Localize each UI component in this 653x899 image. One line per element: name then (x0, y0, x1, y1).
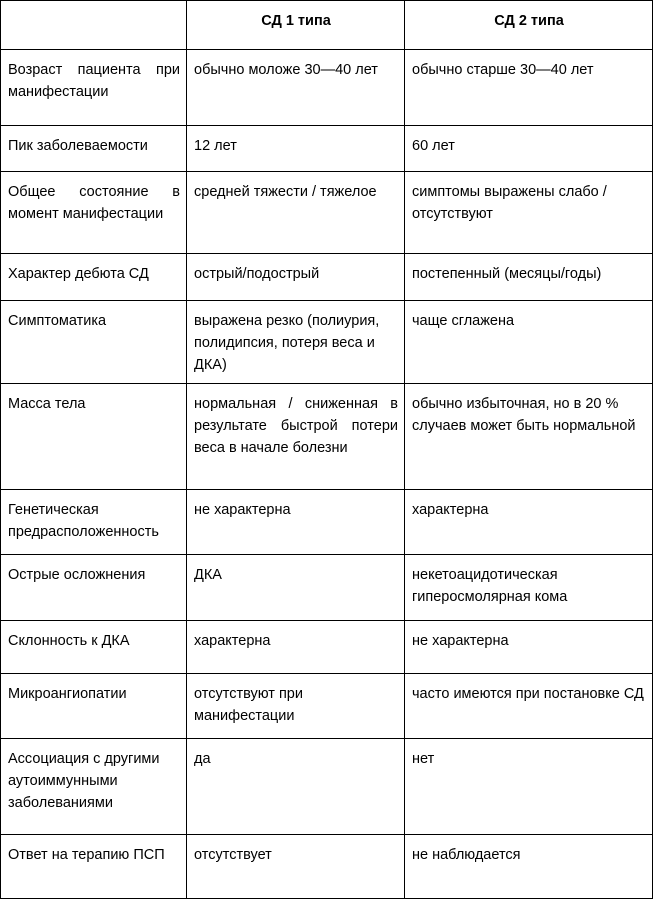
type2-cell: не характерна (405, 621, 653, 674)
table-row (1, 621, 653, 674)
type1-cell: средней тяжести / тяжелое (187, 172, 405, 254)
feature-cell: Микроангиопатии (1, 674, 187, 739)
header-feature (1, 1, 187, 50)
type1-cell: обычно моложе 30—40 лет (187, 50, 405, 126)
header-type2: СД 2 типа (405, 1, 653, 50)
table-row (1, 50, 653, 126)
type1-cell: 12 лет (187, 126, 405, 172)
type1-cell: отсутствуют при манифестации (187, 674, 405, 739)
type2-cell: часто имеются при постановке СД (405, 674, 653, 739)
type1-cell: выражена резко (полиурия, полидипсия, потеря веса и ДКА) (187, 301, 405, 384)
type2-cell: некетоацидотическая гиперосмолярная кома (405, 555, 653, 621)
table-row (1, 674, 653, 739)
feature-cell: Характер дебюта СД (1, 254, 187, 301)
table-row (1, 126, 653, 172)
table-row (1, 490, 653, 555)
feature-cell: Симптоматика (1, 301, 187, 384)
table-header-row (1, 1, 653, 50)
type1-cell: отсутствует (187, 835, 405, 899)
table-row (1, 254, 653, 301)
type2-cell: характерна (405, 490, 653, 555)
table-row (1, 172, 653, 254)
header-type1: СД 1 типа (187, 1, 405, 50)
type2-cell: постепенный (месяцы/годы) (405, 254, 653, 301)
feature-cell: Ассоциация с другими аутоиммунными заболеваниями (1, 739, 187, 835)
feature-cell: Масса тела (1, 384, 187, 490)
type2-cell: не наблюдается (405, 835, 653, 899)
type2-cell: чаще сглажена (405, 301, 653, 384)
feature-cell: Ответ на терапию ПСП (1, 835, 187, 899)
table-row (1, 555, 653, 621)
feature-cell: Генетическая предрасположенность (1, 490, 187, 555)
type2-cell: обычно избыточная, но в 20 % случаев может быть нормальной (405, 384, 653, 490)
type1-cell: характерна (187, 621, 405, 674)
feature-cell: Пик заболеваемости (1, 126, 187, 172)
type1-cell: острый/подострый (187, 254, 405, 301)
table-row (1, 384, 653, 490)
feature-cell: Общее состояние в момент манифестации (1, 172, 187, 254)
table-row (1, 739, 653, 835)
type2-cell: нет (405, 739, 653, 835)
feature-cell: Острые осложнения (1, 555, 187, 621)
type1-cell: ДКА (187, 555, 405, 621)
type1-cell: не характерна (187, 490, 405, 555)
type2-cell: симптомы выражены слабо / отсутствуют (405, 172, 653, 254)
feature-cell: Возраст пациента при манифестации (1, 50, 187, 126)
type1-cell: да (187, 739, 405, 835)
type1-cell: нормальная / сниженная в результате быстрой потери веса в начале болезни (187, 384, 405, 490)
table-row (1, 301, 653, 384)
type2-cell: 60 лет (405, 126, 653, 172)
table-row (1, 835, 653, 899)
feature-cell: Склонность к ДКА (1, 621, 187, 674)
type2-cell: обычно старше 30—40 лет (405, 50, 653, 126)
